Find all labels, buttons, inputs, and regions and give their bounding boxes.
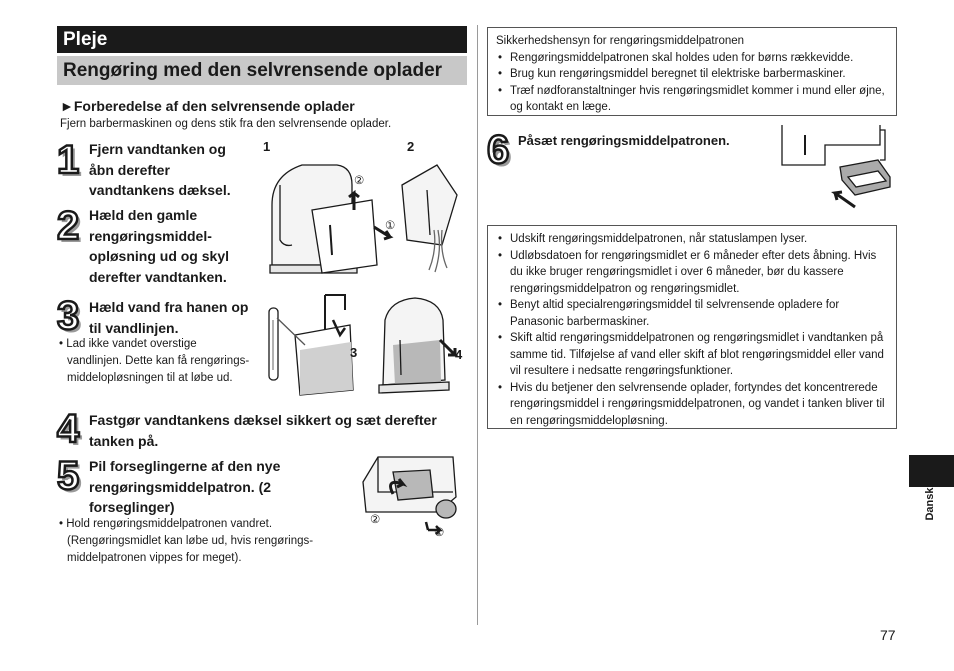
- step-3-text: [89, 297, 248, 338]
- cartridge-insert-illustration: [780, 125, 895, 213]
- step-4-text: [89, 410, 437, 451]
- step-3-line: Hæld vand fra hanen op: [89, 299, 249, 315]
- step-1-line: Fjern vandtanken og: [89, 141, 226, 157]
- step-2-line: derefter vandtanken.: [89, 268, 227, 285]
- figure-label-4: 4: [455, 347, 463, 362]
- step-2-line: opløsning ud og skyl: [89, 248, 229, 264]
- step-2-text: [89, 205, 229, 287]
- step-5-note-line: (Rengøringsmidlet kan løbe ud, hvis rengørings-: [67, 535, 314, 547]
- list-item: • Brug kun rengøringsmiddel beregnet til elektriske barbermaskiner.: [496, 66, 888, 83]
- step-4-line: tanken på.: [89, 432, 159, 449]
- list-item: • Benyt altid specialrengøringsmiddel til selvrensende opladere for Panasonic barbermaskiner.: [496, 297, 888, 330]
- step-3-note: [59, 336, 249, 387]
- step-5-note: [59, 516, 313, 567]
- prep-desc: Fjern barbermaskinen og dens stik fra den selvrensende oplader.: [60, 118, 392, 130]
- figure-label-3: 3: [350, 345, 358, 360]
- step-3-number: 3: [57, 294, 80, 338]
- step-1-number: 1: [57, 138, 80, 182]
- list-item: • Rengøringsmiddelpatronen skal holdes uden for børns rækkevidde.: [496, 50, 888, 67]
- figure-5-circled-2: ②: [370, 514, 381, 526]
- page-title: Rengøring med den selvrensende oplader: [57, 56, 467, 85]
- step-2-line: Hæld den gamle: [89, 207, 198, 223]
- page-number: 77: [880, 627, 896, 643]
- step-2-line: rengøringsmiddel-: [89, 227, 212, 244]
- figure-label-1: 1: [263, 139, 271, 154]
- list-item: • Træf nødforanstaltninger hvis rengøringsmidlet kommer i mund eller øjne, og kontakt en læge.: [496, 83, 888, 116]
- step-1-line: åbn derefter: [89, 161, 170, 178]
- figure-label-2: 2: [407, 139, 415, 154]
- prep-title: ►Forberedelse af den selvrensende oplader: [60, 98, 355, 114]
- step-1-line: vandtankens dæksel.: [89, 182, 231, 198]
- charger-tank-removal-illustration: [262, 155, 472, 280]
- language-label: Dansk: [924, 487, 936, 521]
- fill-water-illustration: [265, 290, 470, 400]
- safety-notice-box: [487, 27, 897, 116]
- figure-circled-2: ②: [354, 175, 365, 187]
- list-item: • Udskift rengøringsmiddelpatronen, når statuslampen lyser.: [496, 231, 888, 248]
- step-5-line: forseglinger): [89, 499, 175, 515]
- step-5-note-line: • Hold rengøringsmiddelpatronen vandret.: [59, 518, 273, 530]
- step-4-number: 4: [57, 407, 80, 451]
- language-tab: [909, 455, 954, 487]
- step-5-number: 5: [57, 454, 80, 498]
- list-item: • Skift altid rengøringsmiddelpatronen og rengøringsmidlet i vandtanken på samme tid. Tilføjelse af vand eller skift af blot rengøringsmiddel eller vand vil resultere i nedsatte rengøringsfunktioner.: [496, 330, 888, 380]
- step-5-note-line: middelpatronen vippes for meget).: [67, 552, 242, 564]
- step-5-line: Pil forseglingerne af den nye: [89, 458, 281, 474]
- step-2-number: 2: [57, 204, 80, 248]
- figure-circled-1: ①: [385, 220, 396, 232]
- step-6-text: Påsæt rengøringsmiddelpatronen.: [518, 133, 730, 148]
- step-3-note-line: • Lad ikke vandet overstige: [59, 338, 197, 350]
- figure-5-circled-1: ①: [434, 527, 445, 539]
- info-notice-box: [487, 225, 897, 429]
- step-3-note-line: middelopløsningen til at løbe ud.: [67, 372, 233, 384]
- list-item: • Hvis du betjener den selvrensende oplader, fortyndes det koncentrerede rengøringsmiddel i rengøringsmiddelpatronen, og vandet i tanken bliver til en rengøringsmiddelopløsning.: [496, 380, 888, 430]
- step-1-text: [89, 139, 231, 201]
- step-3-line: til vandlinjen.: [89, 319, 179, 336]
- info-notice-list: [496, 231, 888, 429]
- step-5-text: [89, 456, 280, 518]
- list-item: • Udløbsdatoen for rengøringsmidlet er 6 måneder efter dets åbning. Hvis du ikke bruger rengøringsmidlet i over 6 måneder, bør du kassere rengøringsmiddelpatron og rengøringsmidlet.: [496, 248, 888, 298]
- step-5-line: rengøringsmiddelpatron. (2: [89, 478, 272, 495]
- section-header: Pleje: [57, 26, 467, 53]
- safety-notice-list: [496, 50, 888, 116]
- safety-notice-title: Sikkerhedshensyn for rengøringsmiddelpatronen: [496, 35, 745, 47]
- step-4-line: Fastgør vandtankens dæksel sikkert og sæt derefter: [89, 412, 437, 428]
- step-6-number: 6: [487, 128, 510, 172]
- column-divider: [477, 25, 478, 625]
- step-3-note-line: vandlinjen. Dette kan få rengørings-: [67, 355, 250, 367]
